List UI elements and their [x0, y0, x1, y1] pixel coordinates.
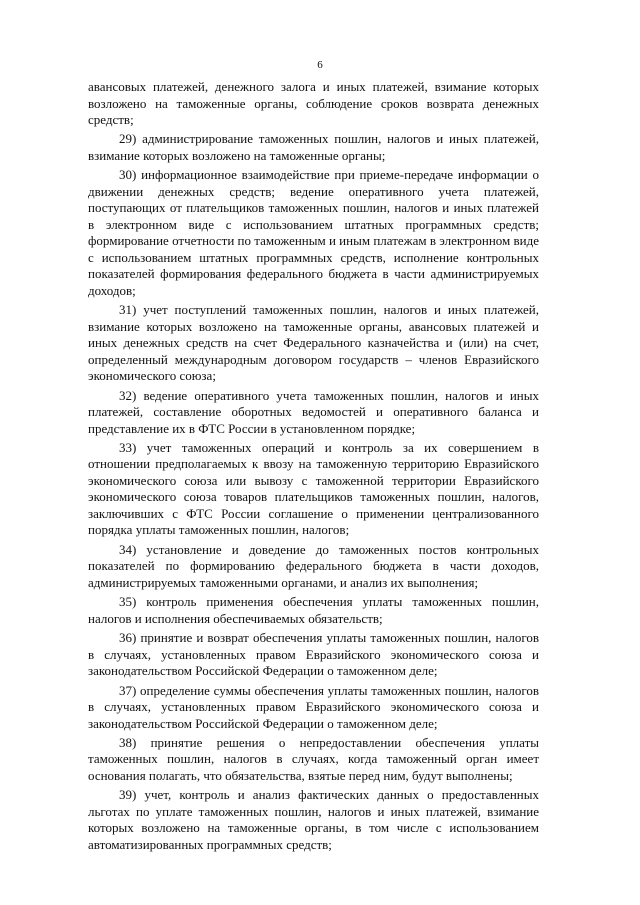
paragraph-item-33: 33) учет таможенных операций и контроль за их совершением в отношении предполагаемых к ввозу на таможенную территорию Евразийского экономического союза или вывозу с таможенной территории Евразийского экономического союза товаров плательщиков таможенных пошлин, налогов, заключивших с ФТС России соглашение о применении централизованного порядка уплаты таможенных пошлин, налогов;	[88, 439, 539, 538]
page-number: 6	[317, 59, 323, 71]
paragraph-item-29: 29) администрирование таможенных пошлин, налогов и иных платежей, взимание которых возложено на таможенные органы;	[88, 131, 539, 163]
paragraph-item-31: 31) учет поступлений таможенных пошлин, налогов и иных платежей, взимание которых возложено на таможенные органы, авансовых платежей и иных денежных средств на счет Федерального казначейства и (или) на счет, определенный международным договором государств – членов Евразийского экономического союза;	[88, 302, 539, 384]
paragraph-item-38: 38) принятие решения о непредоставлении обеспечения уплаты таможенных пошлин, налогов в случаях, когда таможенный орган имеет основания полагать, что обязательства, взятые перед ним, будут выполнены;	[88, 734, 539, 783]
paragraph-item-39: 39) учет, контроль и анализ фактических данных о предоставленных льготах по уплате таможенных пошлин, налогов и иных платежей, взимание которых возложено на таможенные органы, в том числе с использованием автоматизированных программных средств;	[88, 787, 539, 852]
paragraph-item-35: 35) контроль применения обеспечения уплаты таможенных пошлин, налогов и исполнения обеспечиваемых обязательств;	[88, 594, 539, 626]
paragraph-item-34: 34) установление и доведение до таможенных постов контрольных показателей по формированию федерального бюджета в части доходов, администрируемых таможенными органами, и анализ их выполнения;	[88, 541, 539, 590]
paragraph-item-30: 30) информационное взаимодействие при приеме-передаче информации о движении денежных средств; ведение оперативного учета платежей, поступающих от плательщиков таможенных пошлин, налогов и иных платежей в электронном виде с использованием штатных программных средств; формирование отчетности по таможенным и иным платежам в электронном виде с использованием штатных программных средств, исполнение контрольных показателей формирования федерального бюджета в части администрируемых доходов;	[88, 167, 539, 298]
paragraph-continuation: авансовых платежей, денежного залога и иных платежей, взимание которых возложено на таможенные органы, соблюдение сроков возврата денежных средств;	[88, 79, 539, 127]
paragraph-item-37: 37) определение суммы обеспечения уплаты таможенных пошлин, налогов в случаях, установленных правом Евразийского экономического союза и законодательством Российской Федерации о таможенном деле;	[88, 682, 539, 731]
document-body	[88, 79, 539, 856]
paragraph-item-36: 36) принятие и возврат обеспечения уплаты таможенных пошлин, налогов в случаях, установленных правом Евразийского экономического союза и законодательством Российской Федерации о таможенном деле;	[88, 630, 539, 679]
paragraph-item-32: 32) ведение оперативного учета таможенных пошлин, налогов и иных платежей, составление оборотных ведомостей и оперативного баланса и представление их в ФТС России в установленном порядке;	[88, 387, 539, 436]
